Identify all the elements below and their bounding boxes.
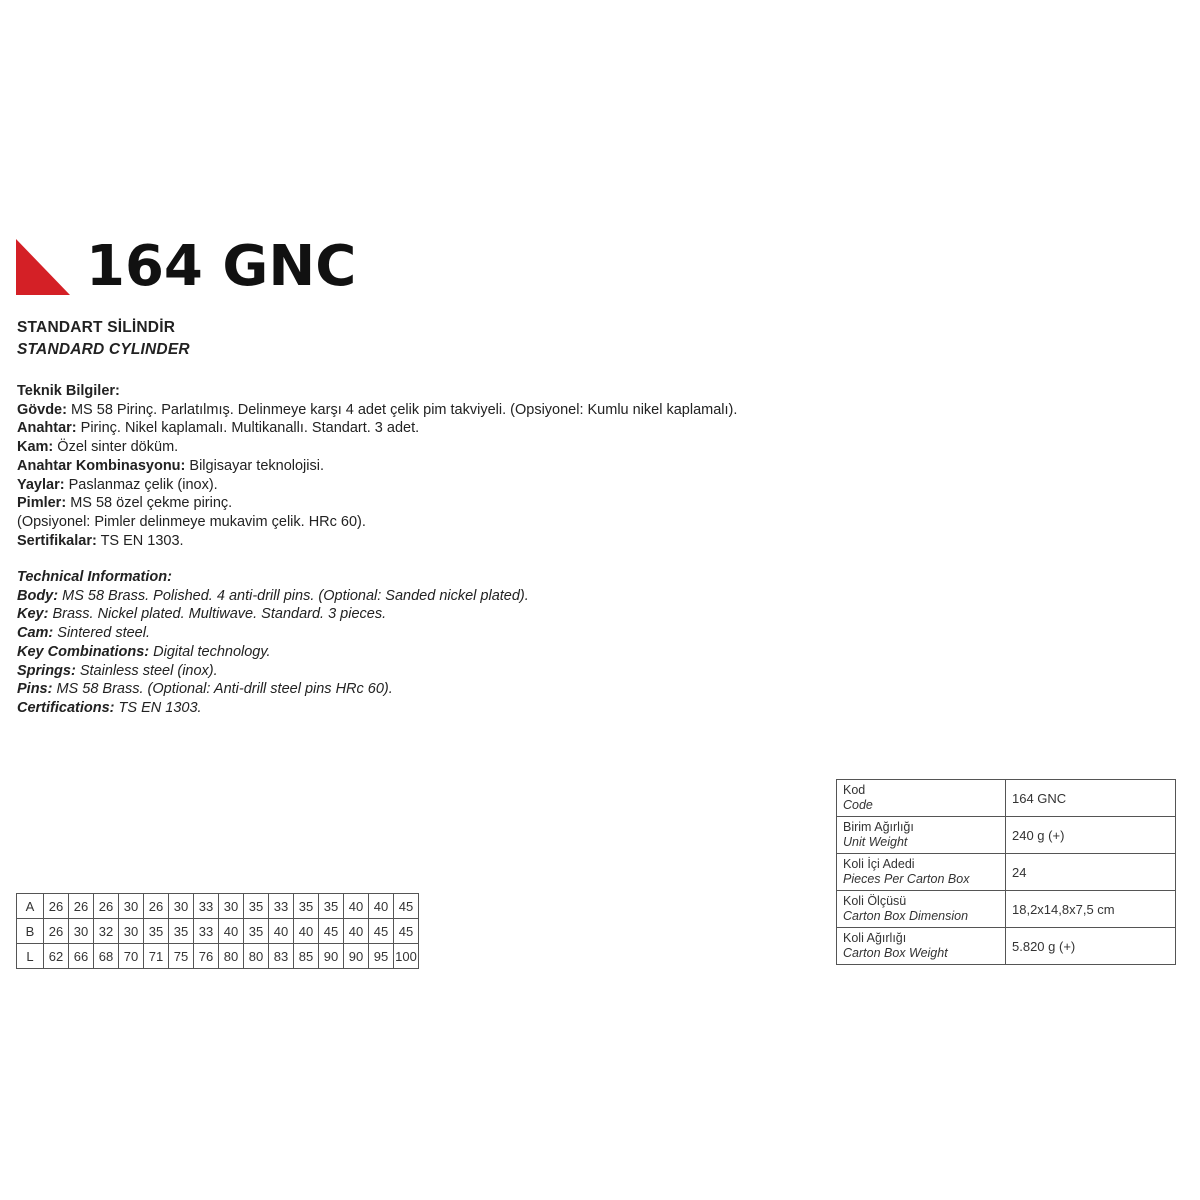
- dimension-cell: 40: [294, 919, 319, 944]
- info-line: [17, 494, 737, 513]
- dimension-cell: 71: [144, 944, 169, 969]
- dimension-cell: 26: [44, 894, 69, 919]
- spec-label-cell: [837, 780, 1006, 817]
- info-text: MS 58 özel çekme pirinç.: [66, 495, 233, 512]
- dimension-row-head: A: [17, 894, 44, 919]
- info-line: [17, 643, 529, 662]
- product-spec-table: [836, 779, 1176, 965]
- info-line: [17, 457, 737, 476]
- dimension-cell: 95: [369, 944, 394, 969]
- dimension-cell: 62: [44, 944, 69, 969]
- info-label: Kam:: [17, 439, 54, 456]
- red-triangle-logo-icon: [16, 239, 70, 295]
- info-line: [17, 438, 737, 457]
- dimension-cell: 70: [119, 944, 144, 969]
- info-label: Cam:: [17, 625, 54, 642]
- info-text: Digital technology.: [149, 643, 271, 660]
- dimension-cell: 40: [219, 919, 244, 944]
- info-text: Sintered steel.: [53, 625, 150, 642]
- dimension-cell: 45: [319, 919, 344, 944]
- dimension-row: [17, 944, 419, 969]
- info-text: Stainless steel (inox).: [75, 662, 218, 679]
- dimension-cell: 26: [144, 894, 169, 919]
- dimension-cell: 30: [169, 894, 194, 919]
- info-line: [17, 605, 529, 624]
- spec-row: [837, 780, 1176, 817]
- dimension-cell: 35: [294, 894, 319, 919]
- dimension-cell: 30: [119, 919, 144, 944]
- spec-label-tr: Birim Ağırlığı: [843, 819, 914, 834]
- spec-label-en: Carton Box Dimension: [843, 909, 969, 923]
- dimension-cell: 32: [94, 919, 119, 944]
- dimension-row: [17, 894, 419, 919]
- info-text: MS 58 Pirinç. Parlatılmış. Delinmeye karşı 4 adet çelik pim takviyeli. (Opsiyonel: Kumlu nikel kaplamalı).: [66, 401, 738, 418]
- info-line: [17, 699, 529, 718]
- spec-value-cell: 18,2x14,8x7,5 cm: [1006, 891, 1176, 928]
- dimension-cell: 83: [269, 944, 294, 969]
- technical-info-turkish: [17, 382, 737, 550]
- spec-label-en: Unit Weight: [843, 835, 908, 849]
- info-line: [17, 476, 737, 495]
- dimension-cell: 35: [144, 919, 169, 944]
- dimension-cell: 35: [244, 894, 269, 919]
- info-line: [17, 680, 529, 699]
- spec-label-en: Code: [843, 798, 873, 812]
- info-line: [17, 624, 529, 643]
- product-header: [16, 236, 356, 298]
- info-label: Key:: [17, 606, 49, 623]
- info-text: MS 58 Brass. Polished. 4 anti-drill pins. (Optional: Sanded nickel plated).: [58, 587, 529, 604]
- spec-value-cell: 5.820 g (+): [1006, 928, 1176, 965]
- dimension-cell: 76: [194, 944, 219, 969]
- info-text: Özel sinter döküm.: [53, 439, 179, 456]
- spec-label-tr: Koli İçi Adedi: [843, 856, 915, 871]
- dimension-cell: 45: [369, 919, 394, 944]
- dimension-cell: 30: [219, 894, 244, 919]
- spec-row: [837, 891, 1176, 928]
- info-text: Paslanmaz çelik (inox).: [64, 476, 218, 493]
- dimension-cell: 35: [319, 894, 344, 919]
- info-line: [17, 419, 737, 438]
- dimension-cell: 90: [344, 944, 369, 969]
- info-text: Pirinç. Nikel kaplamalı. Multikanallı. Standart. 3 adet.: [76, 420, 420, 437]
- info-label: Yaylar:: [17, 476, 65, 493]
- dimension-cell: 45: [394, 919, 419, 944]
- dimension-cell: 45: [394, 894, 419, 919]
- dimension-cell: 68: [94, 944, 119, 969]
- spec-value-cell: 24: [1006, 854, 1176, 891]
- spec-value-cell: 164 GNC: [1006, 780, 1176, 817]
- spec-label-tr: Koli Ağırlığı: [843, 930, 907, 945]
- spec-label-cell: [837, 817, 1006, 854]
- info-line: [17, 401, 737, 420]
- info-line: [17, 532, 737, 551]
- technical-heading-tr: Teknik Bilgiler:: [17, 383, 120, 399]
- info-text: Brass. Nickel plated. Multiwave. Standard. 3 pieces.: [48, 606, 387, 623]
- dimension-cell: 35: [169, 919, 194, 944]
- info-label: Anahtar Kombinasyonu:: [17, 457, 186, 474]
- dimension-cell: 40: [344, 919, 369, 944]
- info-text: Bilgisayar teknolojisi.: [185, 457, 324, 474]
- info-line: [17, 587, 529, 606]
- info-label: Sertifikalar:: [17, 532, 97, 549]
- info-label: Springs:: [17, 662, 76, 679]
- product-code-title: 164 GNC: [86, 234, 357, 299]
- info-line: [17, 662, 529, 681]
- spec-label-en: Pieces Per Carton Box: [843, 872, 970, 886]
- dimension-cell: 100: [394, 944, 419, 969]
- dimension-cell: 85: [294, 944, 319, 969]
- technical-heading-en: Technical Information:: [17, 569, 172, 585]
- dimension-cell: 33: [194, 919, 219, 944]
- spec-value-cell: 240 g (+): [1006, 817, 1176, 854]
- info-label: Body:: [17, 587, 59, 604]
- technical-info-english: [17, 568, 529, 718]
- dimension-cell: 75: [169, 944, 194, 969]
- info-text: MS 58 Brass. (Optional: Anti-drill steel pins HRc 60).: [52, 681, 393, 698]
- info-line: [17, 513, 737, 532]
- spec-row: [837, 817, 1176, 854]
- info-text: (Opsiyonel: Pimler delinmeye mukavim çelik. HRc 60).: [17, 513, 366, 530]
- dimension-cell: 26: [44, 919, 69, 944]
- dimension-cell: 80: [244, 944, 269, 969]
- spec-label-cell: [837, 854, 1006, 891]
- dimension-cell: 40: [369, 894, 394, 919]
- spec-label-cell: [837, 928, 1006, 965]
- spec-label-tr: Kod: [843, 782, 866, 797]
- subtitle-turkish: STANDART SİLİNDİR: [17, 319, 176, 336]
- info-label: Certifications:: [17, 699, 115, 716]
- dimension-row-head: L: [17, 944, 44, 969]
- dimension-cell: 80: [219, 944, 244, 969]
- info-label: Gövde:: [17, 401, 67, 418]
- dimension-row-head: B: [17, 919, 44, 944]
- dimension-cell: 35: [244, 919, 269, 944]
- info-label: Key Combinations:: [17, 643, 150, 660]
- dimension-cell: 40: [344, 894, 369, 919]
- subtitle-english: STANDARD CYLINDER: [17, 341, 190, 358]
- info-label: Pimler:: [17, 495, 67, 512]
- dimension-cell: 33: [269, 894, 294, 919]
- spec-row: [837, 854, 1176, 891]
- dimension-cell: 66: [69, 944, 94, 969]
- info-text: TS EN 1303.: [114, 699, 202, 716]
- info-text: TS EN 1303.: [96, 532, 184, 549]
- spec-label-cell: [837, 891, 1006, 928]
- info-label: Pins:: [17, 681, 53, 698]
- dimension-cell: 40: [269, 919, 294, 944]
- spec-row: [837, 928, 1176, 965]
- dimension-cell: 33: [194, 894, 219, 919]
- spec-label-tr: Koli Ölçüsü: [843, 893, 907, 908]
- info-label: Anahtar:: [17, 420, 77, 437]
- dimension-cell: 30: [119, 894, 144, 919]
- spec-label-en: Carton Box Weight: [843, 946, 948, 960]
- dimension-row: [17, 919, 419, 944]
- dimensions-table: [16, 893, 419, 969]
- dimension-cell: 26: [94, 894, 119, 919]
- dimension-cell: 90: [319, 944, 344, 969]
- dimension-cell: 30: [69, 919, 94, 944]
- dimension-cell: 26: [69, 894, 94, 919]
